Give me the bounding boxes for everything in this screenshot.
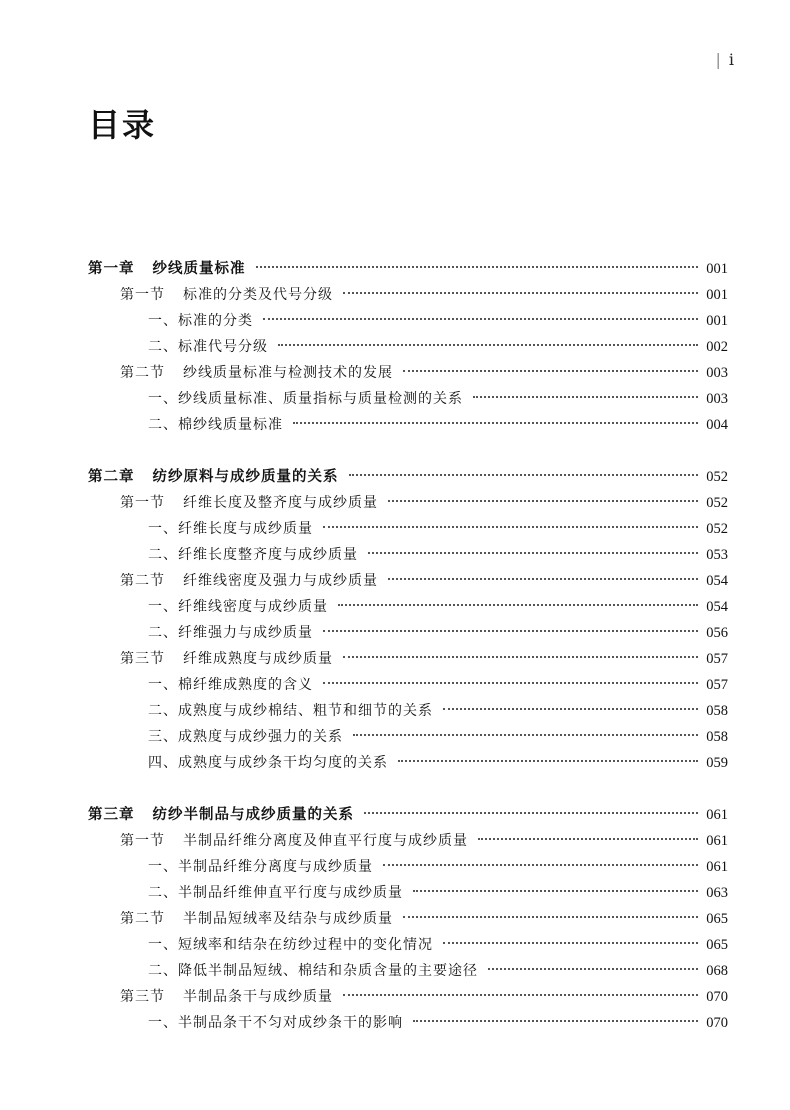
- dot-leader: [338, 604, 698, 606]
- toc-item-page: 057: [706, 677, 728, 693]
- toc-item-title: 半制品纤维伸直平行度与成纱质量: [178, 885, 403, 901]
- toc-item-number: 一、: [148, 937, 178, 953]
- toc-item-number: 一、: [148, 313, 178, 329]
- toc-item[interactable]: [88, 672, 728, 698]
- toc-chapter[interactable]: [88, 464, 728, 490]
- toc-section[interactable]: [88, 828, 728, 854]
- toc-item-label: [148, 620, 313, 646]
- toc-item-title: 半制品纤维分离度与成纱质量: [178, 859, 373, 875]
- toc-item[interactable]: [88, 542, 728, 568]
- toc-section[interactable]: [88, 984, 728, 1010]
- toc-section[interactable]: [88, 490, 728, 516]
- dot-leader: [413, 1020, 698, 1022]
- toc-item[interactable]: [88, 724, 728, 750]
- toc-item-number: 一、: [148, 391, 178, 407]
- toc-item[interactable]: [88, 412, 728, 438]
- toc-section-number: 第二节: [120, 573, 165, 589]
- toc-section-number: 第二节: [120, 365, 165, 381]
- toc-item-label: [148, 386, 463, 412]
- toc-section-label: [120, 646, 333, 672]
- toc-item-number: 一、: [148, 599, 178, 615]
- toc-chapter-label: [88, 802, 354, 828]
- toc-item-title: 降低半制品短绒、棉结和杂质含量的主要途径: [178, 963, 478, 979]
- toc-section[interactable]: [88, 646, 728, 672]
- toc-item-title: 成熟度与成纱强力的关系: [178, 729, 343, 745]
- toc-item-page: 063: [706, 885, 728, 901]
- toc-section-label: [120, 360, 393, 386]
- toc-section-label: [120, 906, 393, 932]
- toc-item-number: 二、: [148, 963, 178, 979]
- toc-section-label: [120, 984, 333, 1010]
- toc-section-title: 纤维线密度及强力与成纱质量: [183, 573, 378, 589]
- toc-section-title: 半制品短绒率及结杂与成纱质量: [183, 911, 393, 927]
- toc-section-title: 半制品纤维分离度及伸直平行度与成纱质量: [183, 833, 468, 849]
- dot-leader: [403, 916, 698, 918]
- page-number: [715, 50, 734, 69]
- chapter-block: [88, 256, 728, 438]
- toc-section[interactable]: [88, 360, 728, 386]
- toc-item-label: [148, 542, 358, 568]
- toc-item-title: 纤维强力与成纱质量: [178, 625, 313, 641]
- toc-section-label: [120, 282, 333, 308]
- toc-item-number: 一、: [148, 521, 178, 537]
- dot-leader: [353, 734, 698, 736]
- toc-item-number: 一、: [148, 677, 178, 693]
- toc-chapter[interactable]: [88, 256, 728, 282]
- toc-item[interactable]: [88, 932, 728, 958]
- toc-chapter-label: [88, 256, 246, 282]
- toc-item-label: [148, 750, 388, 776]
- header-separator: |: [715, 50, 721, 69]
- toc-item-page: 003: [706, 391, 728, 407]
- toc-section-page: 054: [706, 573, 728, 589]
- toc-item-page: 068: [706, 963, 728, 979]
- toc-section-label: [120, 828, 468, 854]
- page-number-value: i: [728, 50, 734, 69]
- toc-section-number: 第一节: [120, 495, 165, 511]
- dot-leader: [343, 994, 698, 996]
- toc-item-page: 065: [706, 937, 728, 953]
- toc-section-page: 057: [706, 651, 728, 667]
- toc-item[interactable]: [88, 386, 728, 412]
- toc-item[interactable]: [88, 334, 728, 360]
- toc-section-title: 半制品条干与成纱质量: [183, 989, 333, 1005]
- toc-section-title: 纤维长度及整齐度与成纱质量: [183, 495, 378, 511]
- dot-leader: [478, 838, 698, 840]
- toc-item-page: 061: [706, 859, 728, 875]
- toc-item-label: [148, 594, 328, 620]
- dot-leader: [293, 422, 698, 424]
- toc-item-page: 058: [706, 703, 728, 719]
- toc-item-page: 054: [706, 599, 728, 615]
- toc-item-page: 053: [706, 547, 728, 563]
- toc-chapter-number: 第一章: [88, 261, 135, 277]
- toc-item-title: 成熟度与成纱条干均匀度的关系: [178, 755, 388, 771]
- toc-section-number: 第一节: [120, 833, 165, 849]
- table-of-contents: [88, 256, 728, 1062]
- toc-chapter-page: 052: [706, 469, 728, 485]
- toc-item-label: [148, 308, 253, 334]
- toc-section-number: 第三节: [120, 651, 165, 667]
- toc-section-title: 纱线质量标准与检测技术的发展: [183, 365, 393, 381]
- toc-chapter[interactable]: [88, 802, 728, 828]
- toc-item-label: [148, 672, 313, 698]
- chapter-block: [88, 802, 728, 1036]
- toc-item-title: 标准代号分级: [178, 339, 268, 355]
- toc-chapter-page: 061: [706, 807, 728, 823]
- toc-section-title: 标准的分类及代号分级: [183, 287, 333, 303]
- toc-item[interactable]: [88, 750, 728, 776]
- dot-leader: [349, 474, 699, 476]
- dot-leader: [323, 682, 698, 684]
- toc-item[interactable]: [88, 308, 728, 334]
- toc-item[interactable]: [88, 594, 728, 620]
- toc-item-title: 棉纤维成熟度的含义: [178, 677, 313, 693]
- toc-item-label: [148, 880, 403, 906]
- toc-item[interactable]: [88, 1010, 728, 1036]
- toc-section-page: 052: [706, 495, 728, 511]
- toc-item-title: 棉纱线质量标准: [178, 417, 283, 433]
- toc-item-number: 一、: [148, 859, 178, 875]
- toc-item-label: [148, 958, 478, 984]
- toc-item-title: 纱线质量标准、质量指标与质量检测的关系: [178, 391, 463, 407]
- toc-item-title: 纤维长度整齐度与成纱质量: [178, 547, 358, 563]
- dot-leader: [364, 812, 698, 814]
- toc-item-label: [148, 698, 433, 724]
- dot-leader: [443, 942, 698, 944]
- toc-chapter-label: [88, 464, 339, 490]
- toc-item[interactable]: [88, 958, 728, 984]
- dot-leader: [413, 890, 698, 892]
- toc-item-label: [148, 334, 268, 360]
- toc-item-page: 004: [706, 417, 728, 433]
- dot-leader: [398, 760, 698, 762]
- toc-chapter-page: 001: [706, 261, 728, 277]
- dot-leader: [443, 708, 698, 710]
- toc-item-page: 058: [706, 729, 728, 745]
- dot-leader: [323, 630, 698, 632]
- toc-item-label: [148, 724, 343, 750]
- dot-leader: [403, 370, 698, 372]
- toc-item-number: 四、: [148, 755, 178, 771]
- toc-item-title: 标准的分类: [178, 313, 253, 329]
- toc-item-number: 二、: [148, 547, 178, 563]
- toc-section-number: 第三节: [120, 989, 165, 1005]
- toc-item-title: 短绒率和结杂在纺纱过程中的变化情况: [178, 937, 433, 953]
- toc-item-page: 070: [706, 1015, 728, 1031]
- toc-item[interactable]: [88, 880, 728, 906]
- toc-item-number: 二、: [148, 339, 178, 355]
- dot-leader: [256, 266, 699, 268]
- toc-chapter-title: 纺纱原料与成纱质量的关系: [152, 469, 339, 485]
- toc-item-number: 二、: [148, 703, 178, 719]
- toc-item-page: 056: [706, 625, 728, 641]
- toc-item-title: 半制品条干不匀对成纱条干的影响: [178, 1015, 403, 1031]
- toc-item[interactable]: [88, 854, 728, 880]
- toc-chapter-number: 第二章: [88, 469, 135, 485]
- dot-leader: [388, 578, 698, 580]
- toc-section[interactable]: [88, 282, 728, 308]
- toc-section-label: [120, 490, 378, 516]
- toc-item-title: 纤维线密度与成纱质量: [178, 599, 328, 615]
- toc-section-page: 070: [706, 989, 728, 1005]
- toc-item-page: 052: [706, 521, 728, 537]
- toc-section-page: 061: [706, 833, 728, 849]
- toc-item[interactable]: [88, 516, 728, 542]
- toc-item-page: 002: [706, 339, 728, 355]
- toc-section-page: 001: [706, 287, 728, 303]
- dot-leader: [368, 552, 698, 554]
- toc-item-number: 二、: [148, 417, 178, 433]
- toc-section[interactable]: [88, 568, 728, 594]
- toc-item-label: [148, 854, 373, 880]
- toc-item-page: 001: [706, 313, 728, 329]
- toc-section-number: 第一节: [120, 287, 165, 303]
- toc-item-number: 三、: [148, 729, 178, 745]
- toc-section-page: 065: [706, 911, 728, 927]
- dot-leader: [343, 656, 698, 658]
- toc-item-title: 成熟度与成纱棉结、粗节和细节的关系: [178, 703, 433, 719]
- toc-item-number: 二、: [148, 625, 178, 641]
- dot-leader: [343, 292, 698, 294]
- toc-chapter-number: 第三章: [88, 807, 135, 823]
- dot-leader: [388, 500, 698, 502]
- page-title: 目录: [88, 106, 157, 144]
- chapter-block: [88, 464, 728, 776]
- dot-leader: [263, 318, 698, 320]
- toc-chapter-title: 纱线质量标准: [152, 261, 246, 277]
- toc-item-label: [148, 412, 283, 438]
- toc-section-title: 纤维成熟度与成纱质量: [183, 651, 333, 667]
- dot-leader: [383, 864, 698, 866]
- toc-item-title: 纤维长度与成纱质量: [178, 521, 313, 537]
- dot-leader: [488, 968, 698, 970]
- toc-item-label: [148, 932, 433, 958]
- toc-item-label: [148, 516, 313, 542]
- toc-item-page: 059: [706, 755, 728, 771]
- dot-leader: [278, 344, 698, 346]
- toc-section-number: 第二节: [120, 911, 165, 927]
- toc-item[interactable]: [88, 620, 728, 646]
- toc-section[interactable]: [88, 906, 728, 932]
- toc-section-page: 003: [706, 365, 728, 381]
- toc-item-number: 二、: [148, 885, 178, 901]
- toc-item-number: 一、: [148, 1015, 178, 1031]
- toc-section-label: [120, 568, 378, 594]
- toc-item[interactable]: [88, 698, 728, 724]
- dot-leader: [323, 526, 698, 528]
- toc-chapter-title: 纺纱半制品与成纱质量的关系: [152, 807, 354, 823]
- toc-item-label: [148, 1010, 403, 1036]
- dot-leader: [473, 396, 698, 398]
